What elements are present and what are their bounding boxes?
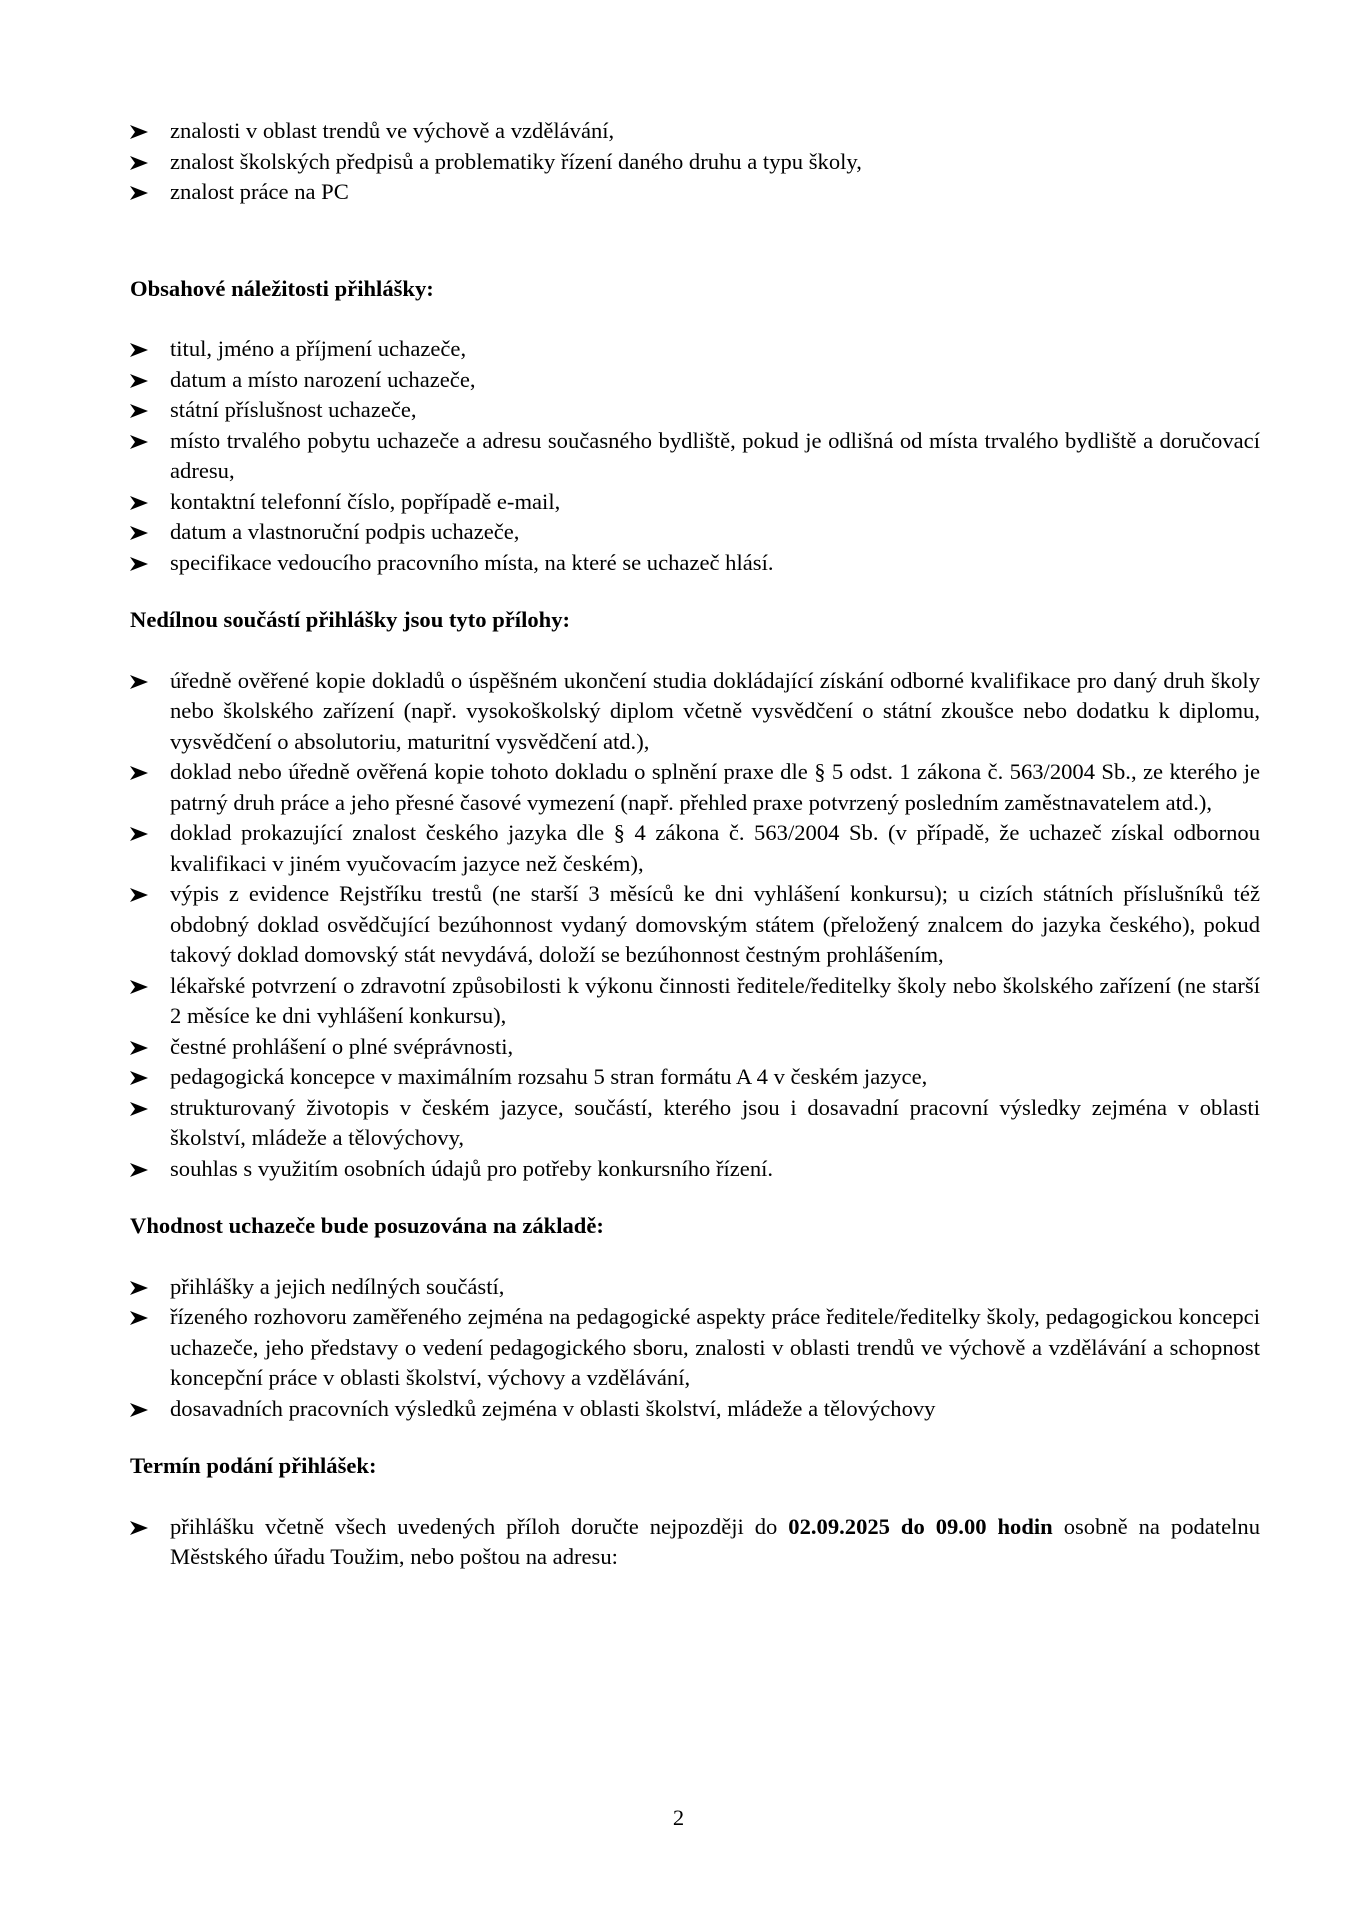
list-item (130, 365, 1260, 396)
list-item (130, 334, 1260, 365)
list-item-text: řízeného rozhovoru zaměřeného zejména na pedagogické aspekty práce ředitele/ředitelky školy, pedagogickou koncepci uchazeče, jeho představy o vedení pedagogického sboru, znalosti v oblasti trendů ve výchově a vzdělávání a schopnost koncepční práce v oblasti školství, výchovy a vzdělávání, (170, 1304, 1260, 1390)
list-item-text: souhlas s využitím osobních údajů pro potřeby konkursního řízení. (170, 1155, 774, 1181)
list-item (130, 177, 1260, 208)
list-item (130, 971, 1260, 1032)
arrowhead-bullet-icon (130, 1163, 148, 1177)
list-item-text: dosavadních pracovních výsledků zejména v oblasti školství, mládeže a tělovýchovy (170, 1395, 936, 1421)
arrowhead-bullet-icon (130, 125, 148, 139)
deadline-text-before: přihlášku včetně všech uvedených příloh doručte nejpozději do (170, 1513, 789, 1539)
list-item (130, 1512, 1260, 1573)
list-item-text: místo trvalého pobytu uchazeče a adresu současného bydliště, pokud je odlišná od místa trvalého bydliště a doručovací adresu, (170, 427, 1260, 483)
list-item (130, 879, 1260, 971)
list-item (130, 116, 1260, 147)
list-item (130, 395, 1260, 426)
arrowhead-bullet-icon (130, 557, 148, 571)
deadline-time: 09.00 hodin (935, 1513, 1053, 1539)
list-item (130, 1302, 1260, 1394)
list-item-text: strukturovaný životopis v českém jazyce, součástí, kterého jsou i dosavadní pracovní výsledky zejména v oblasti školství, mládeže a tělovýchovy, (170, 1094, 1260, 1150)
section-heading-application-contents: Obsahové náležitosti přihlášky: (130, 275, 434, 301)
list-item (130, 147, 1260, 178)
arrowhead-bullet-icon (130, 374, 148, 388)
list-item-text: doklad nebo úředně ověřená kopie tohoto dokladu o splnění praxe dle § 5 odst. 1 zákona č. 563/2004 Sb., ze kterého je patrný druh práce a jeho přesné časové vymezení (např. přehled praxe potvrzený posledním zaměstnavatelem atd.), (170, 759, 1260, 815)
list-item (130, 548, 1260, 579)
arrowhead-bullet-icon (130, 1102, 148, 1116)
arrowhead-bullet-icon (130, 343, 148, 357)
attachments-list (130, 666, 1260, 1185)
arrowhead-bullet-icon (130, 675, 148, 689)
list-item-text: lékařské potvrzení o zdravotní způsobilosti k výkonu činnosti ředitele/ředitelky školy nebo školského zařízení (ne starší 2 měsíce ke dni vyhlášení konkursu), (170, 972, 1260, 1028)
list-item-text: státní příslušnost uchazeče, (170, 397, 417, 422)
deadline-text-after: osobně na podatelnu Městského úřadu Toužim, nebo poštou na adresu: (170, 1513, 1260, 1569)
arrowhead-bullet-icon (130, 1311, 148, 1325)
list-item-text: znalost školských předpisů a problematiky řízení daného druhu a typu školy, (170, 148, 862, 174)
arrowhead-bullet-icon (130, 1071, 148, 1085)
list-item (130, 426, 1260, 487)
list-item (130, 818, 1260, 879)
document-page (130, 116, 1260, 1573)
arrowhead-bullet-icon (130, 435, 148, 449)
list-item-text: titul, jméno a příjmení uchazeče, (170, 336, 467, 361)
list-item-text: kontaktní telefonní číslo, popřípadě e-mail, (170, 488, 561, 514)
list-item (130, 1093, 1260, 1154)
application-contents-list (130, 334, 1260, 578)
list-item (130, 487, 1260, 518)
list-item (130, 757, 1260, 818)
list-item-text: úředně ověřené kopie dokladů o úspěšném ukončení studia dokládající získání odborné kvalifikace pro daný druh školy nebo školského zařízení (např. vysokoškolský diplom včetně vysvědčení o státní zkoušce nebo dodatku k diplomu, vysvědčení o absolutoriu, maturitní vysvědčení atd.), (170, 667, 1260, 754)
deadline-text-mid: do (889, 1513, 936, 1539)
section-heading-attachments: Nedílnou součástí přihlášky jsou tyto přílohy: (130, 607, 571, 632)
list-item-text: datum a vlastnoruční podpis uchazeče, (170, 519, 520, 544)
list-item (130, 1394, 1260, 1425)
list-item (130, 517, 1260, 548)
list-item (130, 666, 1260, 758)
list-item (130, 1272, 1260, 1303)
arrowhead-bullet-icon (130, 156, 148, 170)
list-item (130, 1032, 1260, 1063)
list-item-text: výpis z evidence Rejstříku trestů (ne starší 3 měsíců ke dni vyhlášení konkursu); u cizích státních příslušníků též obdobný doklad osvědčující bezúhonnost vydaný domovským státem (přeložený znalcem do jazyka českého), pokud takový doklad domovský stát nevydává, doloží se bezúhonnost čestným prohlášením, (170, 881, 1260, 967)
list-item-text: specifikace vedoucího pracovního místa, na které se uchazeč hlásí. (170, 549, 774, 575)
arrowhead-bullet-icon (130, 1521, 148, 1535)
page-number: 2 (672, 1805, 685, 1830)
section-heading-deadline: Termín podání přihlášek: (130, 1453, 377, 1478)
arrowhead-bullet-icon (130, 496, 148, 510)
intro-list (130, 116, 1260, 208)
arrowhead-bullet-icon (130, 186, 148, 200)
assessment-list (130, 1272, 1260, 1425)
list-item-text: pedagogická koncepce v maximálním rozsahu 5 stran formátu A 4 v českém jazyce, (170, 1064, 928, 1089)
list-item-text: znalost práce na PC (170, 179, 349, 204)
arrowhead-bullet-icon (130, 766, 148, 780)
section-heading-assessment: Vhodnost uchazeče bude posuzována na základě: (130, 1213, 604, 1238)
list-item-text: doklad prokazující znalost českého jazyka dle § 4 zákona č. 563/2004 Sb. (v případě, že uchazeč získal odbornou kvalifikaci v jiném vyučovacím jazyce než českém), (170, 820, 1260, 876)
list-item-text: znalosti v oblast trendů ve výchově a vzdělávání, (170, 118, 615, 143)
list-item (130, 1154, 1260, 1185)
list-item-text: datum a místo narození uchazeče, (170, 366, 476, 392)
deadline-list (130, 1512, 1260, 1573)
arrowhead-bullet-icon (130, 1281, 148, 1295)
list-item-text: přihlášky a jejich nedílných součástí, (170, 1273, 505, 1299)
arrowhead-bullet-icon (130, 404, 148, 418)
arrowhead-bullet-icon (130, 980, 148, 994)
list-item-text: čestné prohlášení o plné svéprávnosti, (170, 1033, 514, 1059)
arrowhead-bullet-icon (130, 827, 148, 841)
list-item (130, 1062, 1260, 1093)
arrowhead-bullet-icon (130, 1041, 148, 1055)
arrowhead-bullet-icon (130, 526, 148, 540)
arrowhead-bullet-icon (130, 1403, 148, 1417)
arrowhead-bullet-icon (130, 888, 148, 902)
deadline-date: 02.09.2025 (788, 1513, 890, 1539)
